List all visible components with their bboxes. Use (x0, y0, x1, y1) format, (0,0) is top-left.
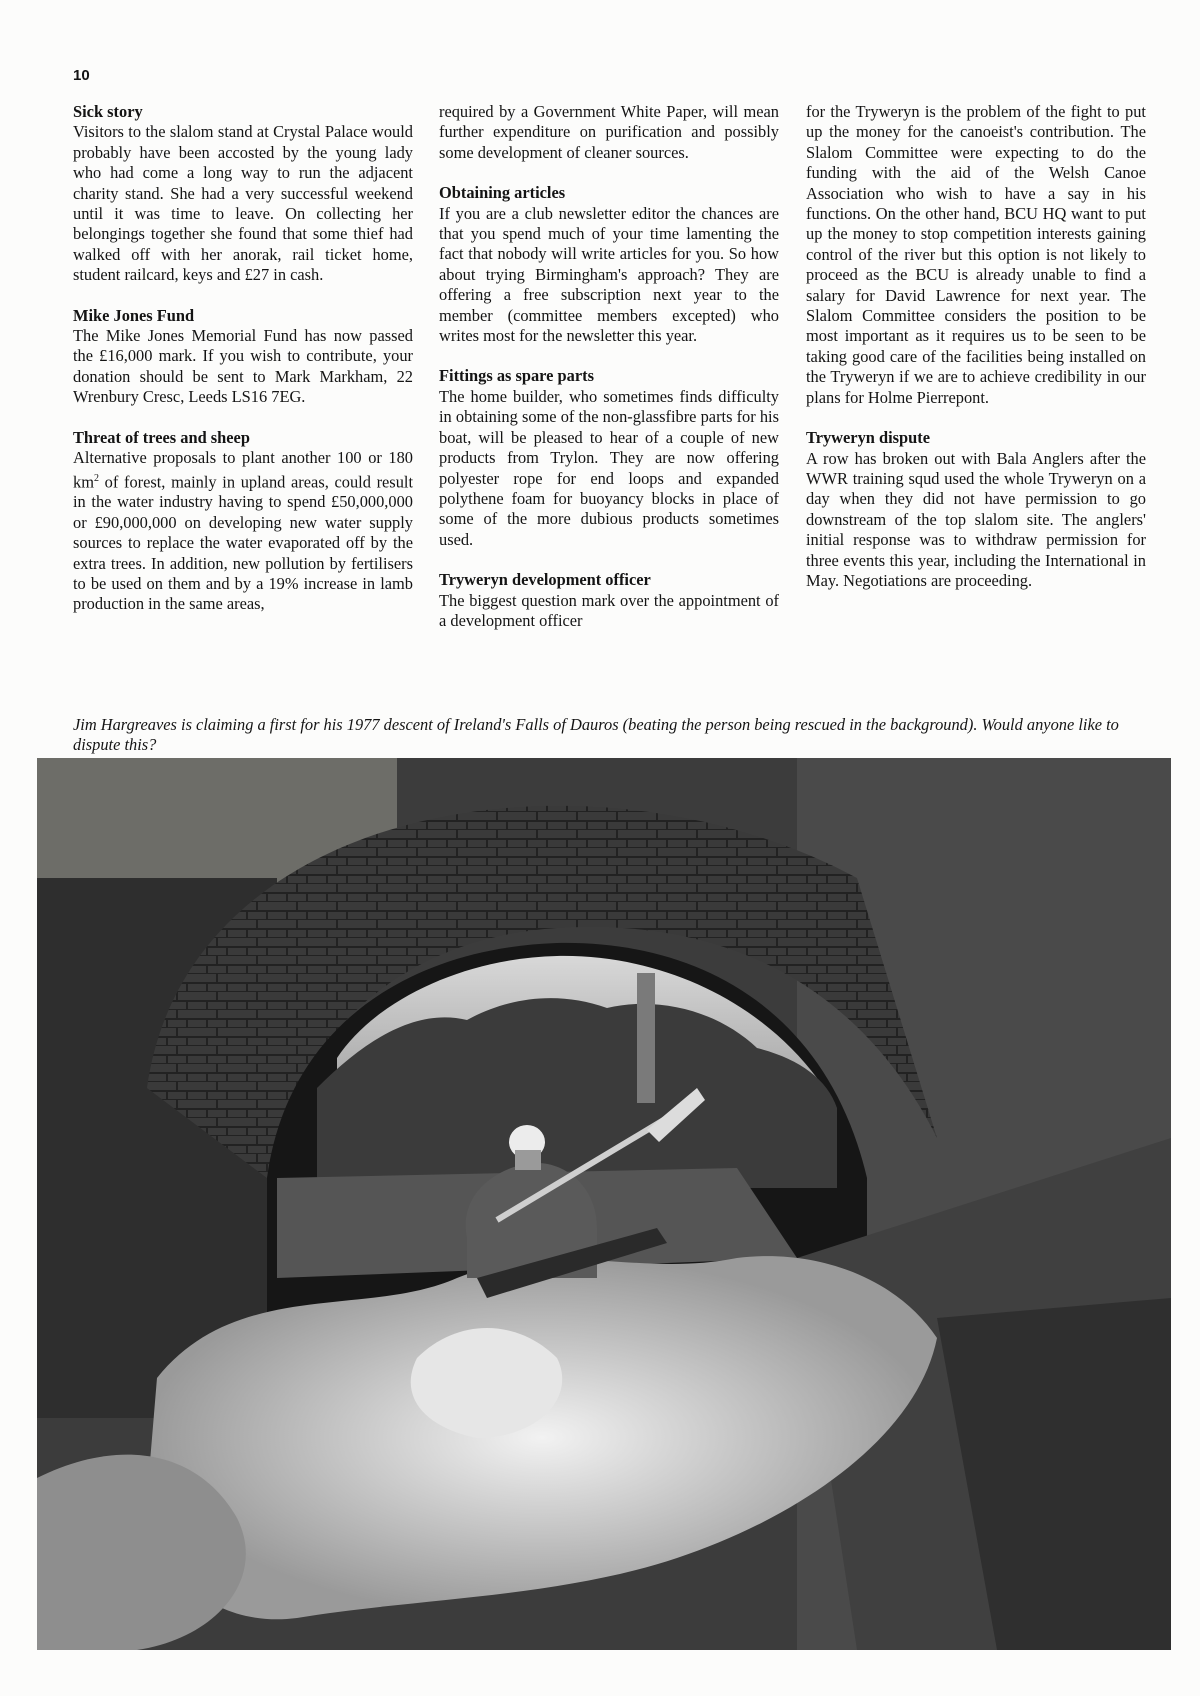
body-threat-part-1: Alternative proposals to plant another 100 or 180 km (73, 448, 413, 491)
body-mike-jones-fund: The Mike Jones Memorial Fund has now passed the £16,000 mark. If you wish to contribute, your donation should be sent to Mark Markham, 22 Wrenbury Cresc, Leeds LS16 7EG. (73, 326, 413, 407)
paddler-face (515, 1150, 541, 1170)
heading-threat-trees-sheep: Threat of trees and sheep (73, 427, 250, 447)
kayak-photo (37, 758, 1171, 1650)
heading-development-officer: Tryweryn development officer (439, 570, 651, 590)
heading-sick-story: Sick story (73, 102, 143, 121)
kayak-photo-illustration (37, 758, 1171, 1650)
body-threat-part-2: of forest, mainly in upland areas, could result in the water industry having to spend £50,000,000 or £90,000,000 on developing new water supply sources to replace the water evaporated off by the extra trees. In addition, new pollution by fertilisers to be used on them and by a 19% increase in lamb production in the same areas, (73, 471, 413, 614)
body-sick-story: Visitors to the slalom stand at Crystal Palace would probably have been accosted by the young lady who had come a long way to run the adjacent charity stand. She had a very successful weekend until it was time to leave. On collecting her belongings together she found that some thief had walked off with her anorak, rail ticket home, student railcard, keys and £27 in cash. (73, 122, 413, 285)
page-number: 10 (73, 67, 90, 84)
column-3 (806, 102, 1146, 714)
superscript-2: 2 (93, 472, 99, 484)
heading-tryweryn-dispute: Tryweryn dispute (806, 428, 930, 448)
body-obtaining-articles: If you are a club newsletter editor the chances are that you spend much of your time lamenting the fact that nobody will write articles for you. So how about trying Birmingham's approach? They are offering a free subscription next year to the member (committee members excepted) who writes most for the newsletter this year. (439, 203, 779, 346)
column-2 (439, 102, 779, 714)
body-development-officer-continuation: for the Tryweryn is the problem of the fight to put up the money for the canoeist's contribution. The Slalom Committee were expecting to do the funding with the aid of the Welsh Canoe Association who wish to have a say in his functions. On the other hand, BCU HQ want to put up the money to stop competition interests gaining control of the river but this option is not likely to proceed as the BCU is already unable to find a salary for David Lawrence for next year. The Slalom Committee considers the position to be most important as it requires us to be seen to be taking good care of the facilities being installed on the Tryweryn if we are to achieve credibility in our plans for Holme Pierrepont. (806, 102, 1146, 407)
body-tryweryn-dispute: A row has broken out with Bala Anglers after the WWR training squd used the whole Tryweryn on a day when they did not have permission to go downstream of the top slalom site. The anglers' initial response was to withdraw permission for three events this year, including the International in May. Negotiations are proceeding. (806, 448, 1146, 590)
photo-caption: Jim Hargreaves is claiming a first for his 1977 descent of Ireland's Falls of Dauros (beating the person being rescued in the background). Would anyone like to dispute this? (73, 715, 1119, 754)
heading-fittings: Fittings as spare parts (439, 366, 594, 386)
column-1 (73, 102, 413, 714)
heading-mike-jones-fund: Mike Jones Fund (73, 305, 195, 325)
background-person (637, 973, 655, 1103)
heading-obtaining-articles: Obtaining articles (439, 183, 566, 203)
body-threat-continuation: required by a Government White Paper, will mean further expenditure on purification and possibly some development of cleaner sources. (439, 102, 779, 162)
body-fittings: The home builder, who sometimes finds difficulty in obtaining some of the non-glassfibre parts for his boat, will be pleased to hear of a couple of new products from Trylon. They are now offering polyester rope for end loops and expanded polythene foam for buoyancy blocks in place of some of the more dubious products sometimes used. (439, 386, 779, 549)
body-threat-trees-sheep (73, 448, 413, 615)
body-development-officer: The biggest question mark over the appointment of a development officer (439, 590, 779, 630)
